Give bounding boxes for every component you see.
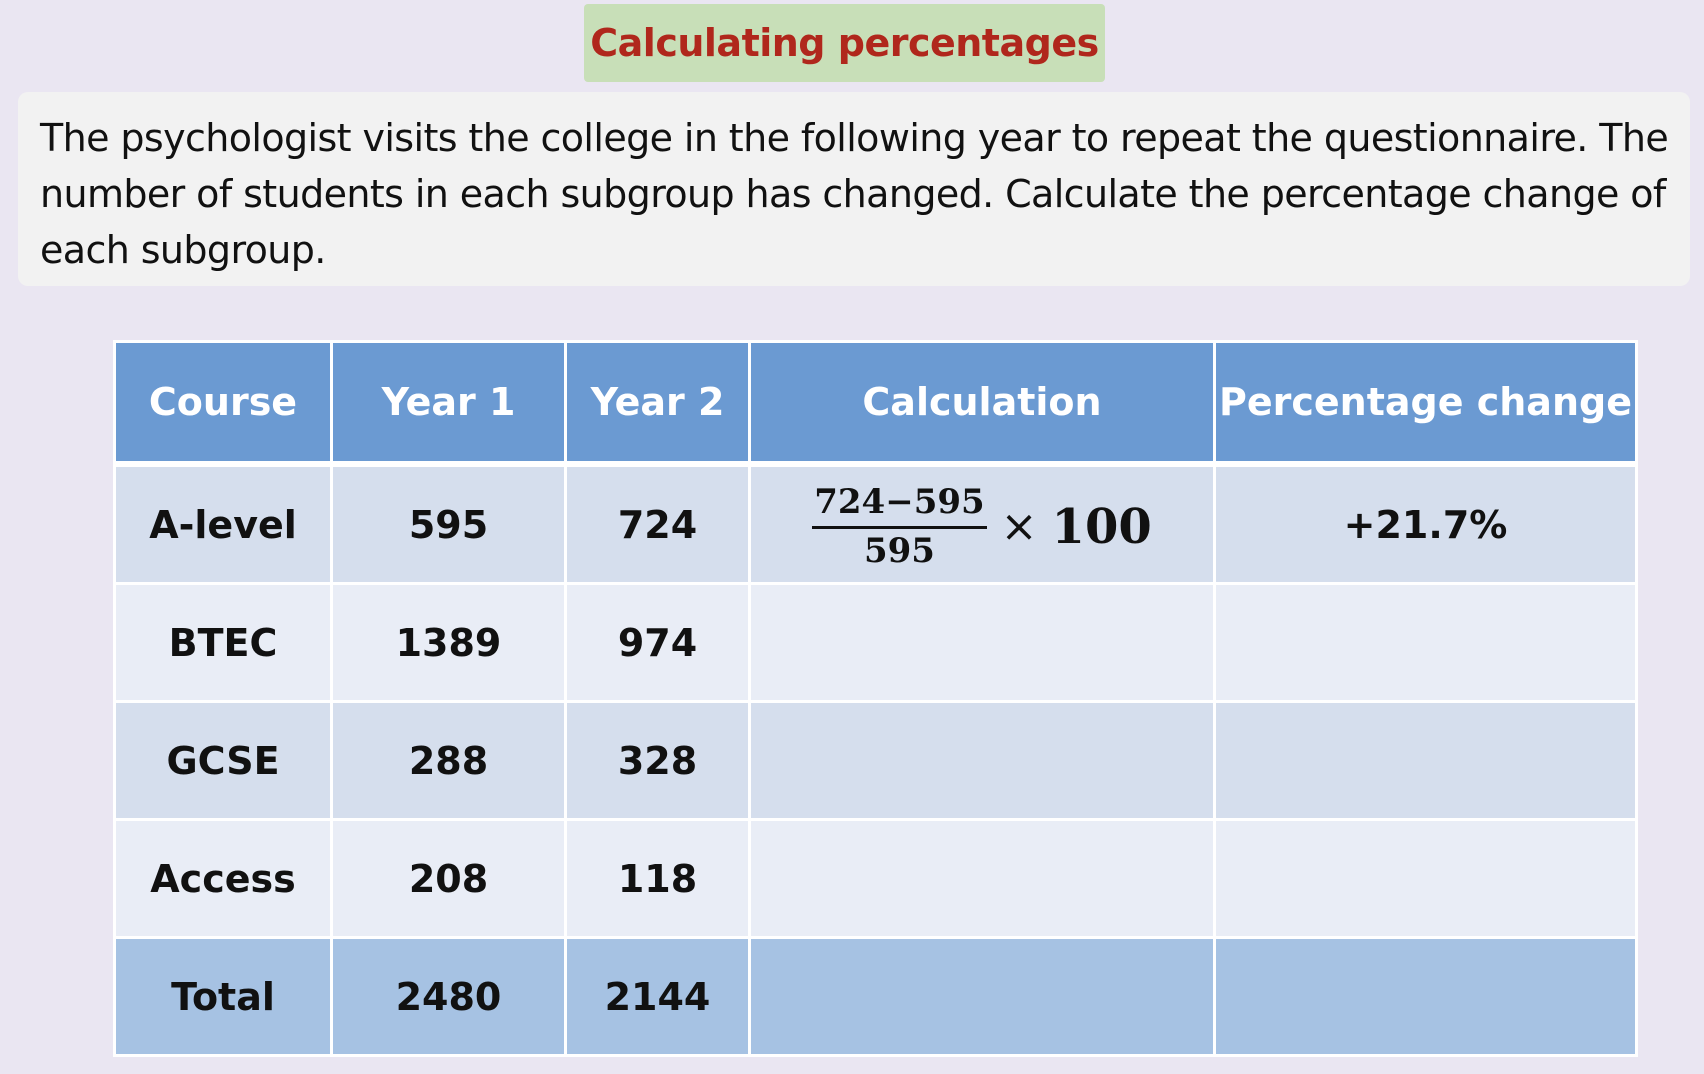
cell-percentage-change: [1215, 820, 1637, 938]
percentage-table: [113, 340, 1638, 1057]
cell-percentage-change: +21.7%: [1215, 464, 1637, 584]
fraction-numerator: 724−595: [812, 482, 986, 529]
header-percentage-change: Percentage change: [1215, 342, 1637, 465]
fraction-denominator: 595: [863, 531, 935, 571]
cell-year2: 724: [566, 464, 750, 584]
cell-course: A-level: [115, 464, 332, 584]
multiply-sign: ×: [1000, 501, 1038, 552]
cell-year2: 974: [566, 584, 750, 702]
cell-course: BTEC: [115, 584, 332, 702]
header-calculation: Calculation: [750, 342, 1215, 465]
table-row-total: [115, 938, 1637, 1056]
cell-year2: 328: [566, 702, 750, 820]
cell-calculation: [750, 938, 1215, 1056]
cell-year1: 288: [332, 702, 566, 820]
cell-year1: 208: [332, 820, 566, 938]
cell-calculation: [750, 702, 1215, 820]
calculation-formula: [812, 482, 1152, 571]
table-row: [115, 702, 1637, 820]
header-year2: Year 2: [566, 342, 750, 465]
cell-percentage-change: [1215, 938, 1637, 1056]
cell-year1: 2480: [332, 938, 566, 1056]
table-header-row: [115, 342, 1637, 465]
page-title: Calculating percentages: [590, 21, 1099, 65]
cell-calculation: [750, 820, 1215, 938]
cell-year2: 2144: [566, 938, 750, 1056]
cell-year2: 118: [566, 820, 750, 938]
fraction: [812, 482, 986, 571]
cell-year1: 1389: [332, 584, 566, 702]
multiplier: 100: [1051, 498, 1152, 555]
header-year1: Year 1: [332, 342, 566, 465]
cell-course: GCSE: [115, 702, 332, 820]
table-row: [115, 584, 1637, 702]
question-box: [18, 92, 1690, 286]
header-course: Course: [115, 342, 332, 465]
table-row: [115, 820, 1637, 938]
cell-percentage-change: [1215, 584, 1637, 702]
cell-calculation: [750, 584, 1215, 702]
cell-percentage-change: [1215, 702, 1637, 820]
cell-course: Total: [115, 938, 332, 1056]
question-text: The psychologist visits the college in the following year to repeat the questionnaire. The number of students in each subgroup has changed. Calculate the percentage change of each subgroup.: [40, 116, 1669, 272]
title-banner: [584, 4, 1105, 82]
cell-calculation: [750, 464, 1215, 584]
table-row: [115, 464, 1637, 584]
cell-year1: 595: [332, 464, 566, 584]
cell-course: Access: [115, 820, 332, 938]
